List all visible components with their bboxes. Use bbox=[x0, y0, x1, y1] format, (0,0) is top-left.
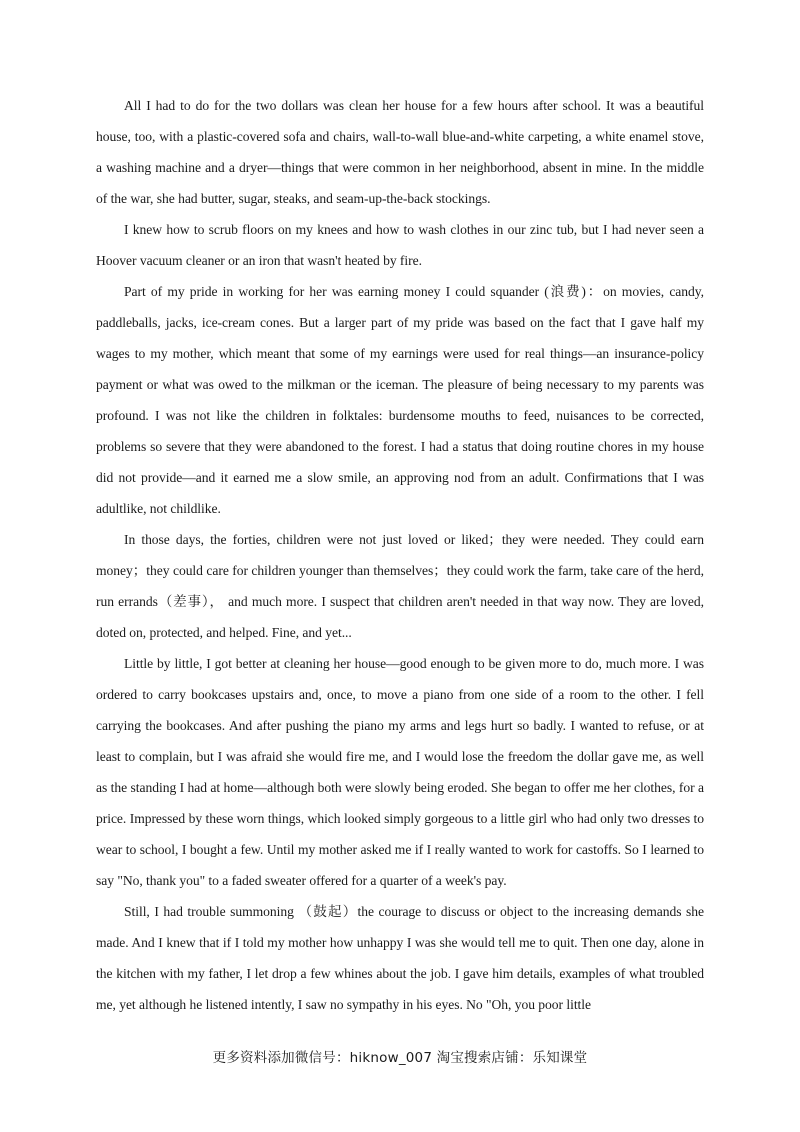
paragraph-6: Still, I had trouble summoning （鼓起）the courage to discuss or object to the increasing demands she made. And I knew that if I told my mother how unhappy I was she would tell me to quit. Then one day, alone in the kitchen with my father, I let drop a few whines about the job. I gave him details, examples of what troubled me, yet although he listened intently, I saw no sympathy in his eyes. No "Oh, you poor little bbox=[96, 904, 704, 1012]
paragraph-1: All I had to do for the two dollars was clean her house for a few hours after school. It was a beautiful house, too, with a plastic-covered sofa and chairs, wall-to-wall blue-and-white carpeting, a white enamel stove, a washing machine and a dryer—things that were common in her neighborhood, absent in mine. In the middle of the war, she had butter, sugar, steaks, and seam-up-the-back stockings. bbox=[96, 98, 704, 206]
document-body bbox=[96, 90, 704, 1020]
paragraph-3: Part of my pride in working for her was earning money I could squander (浪费)：on movies, candy, paddleballs, jacks, ice-cream cones. But a larger part of my pride was based on the fact that I gave half my wages to my mother, which meant that some of my earnings were used for real things—an insurance-policy payment or what was owed to the milkman or the iceman. The pleasure of being necessary to my parents was profound. I was not like the children in folktales: burdensome mouths to feed, nuisances to be corrected, problems so severe that they were abandoned to the forest. I had a status that doing routine chores in my house did not provide—and it earned me a slow smile, an approving nod from an adult. Confirmations that I was adultlike, not childlike. bbox=[96, 284, 704, 516]
paragraph-2: I knew how to scrub floors on my knees and how to wash clothes in our zinc tub, but I had never seen a Hoover vacuum cleaner or an iron that wasn't heated by fire. bbox=[96, 222, 704, 268]
paragraph-5: Little by little, I got better at cleaning her house—good enough to be given more to do, much more. I was ordered to carry bookcases upstairs and, once, to move a piano from one side of a room to the other. I fell carrying the bookcases. And after pushing the piano my arms and legs hurt so badly. I wanted to refuse, or at least to complain, but I was afraid she would fire me, and I would lose the freedom the dollar gave me, as well as the standing I had at home—although both were slowly being eroded. She began to offer me her clothes, for a price. Impressed by these worn things, which looked simply gorgeous to a little girl who had only two dresses to wear to school, I bought a few. Until my mother asked me if I really wanted to work for castoffs. So I learned to say "No, thank you" to a faded sweater offered for a quarter of a week's pay. bbox=[96, 656, 704, 888]
page-footer: 更多资料添加微信号：hiknow_007 淘宝搜索店铺：乐知课堂 bbox=[212, 1050, 588, 1066]
paragraph-4: In those days, the forties, children were not just loved or liked；they were needed. They could earn money；they could care for children younger than themselves；they could work the farm, take care of the herd, run errands（差事）， and much more. I suspect that children aren't needed in that way now. They are loved, doted on, protected, and helped. Fine, and yet... bbox=[96, 532, 704, 640]
